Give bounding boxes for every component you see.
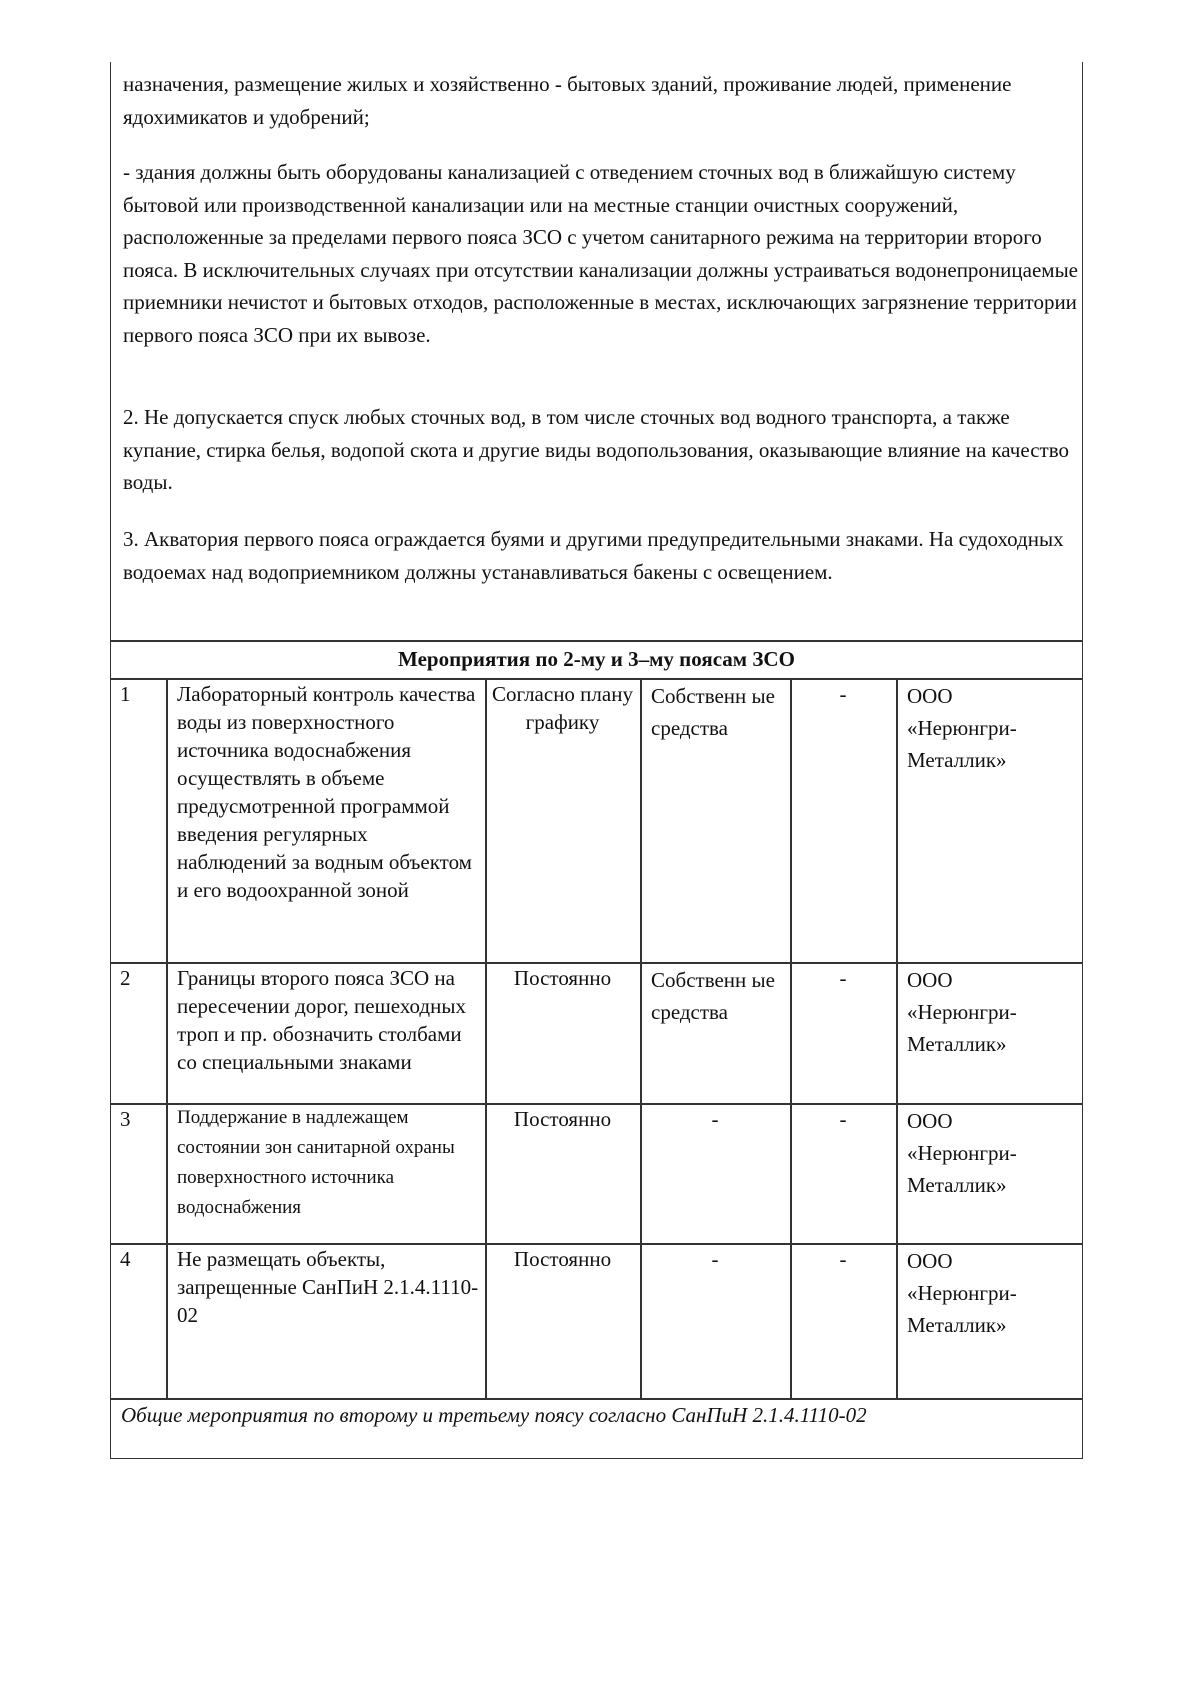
row-4-number: 4	[120, 1247, 131, 1271]
paragraph-3: 2. Не допускается спуск любых сточных вод, в том числе сточных вод водного транспорта, а также купание, стирка белья, водопой скота и другие виды водопользования, оказывающие влияние на качество воды.	[123, 405, 1069, 494]
row-2-cost: -	[839, 966, 847, 990]
row-2-term: Постоянно	[513, 966, 612, 990]
row-1-responsible: ООО «Нерюнгри-Металлик»	[907, 684, 1017, 772]
paragraph-4: 3. Акватория первого пояса ограждается буями и другими предупредительными знаками. На судоходных водоемах над водоприемником должны устанавливаться бакены с освещением.	[123, 527, 1064, 584]
row-4-measure: Не размещать объекты, запрещенные СанПиН 2.1.4.1110-02	[177, 1247, 479, 1327]
paragraph-1: назначения, размещение жилых и хозяйственно - бытовых зданий, проживание людей, применение ядохимикатов и удобрений;	[123, 72, 1012, 129]
row-2-source: Собственн ые средства	[651, 968, 775, 1024]
section-title: Мероприятия по 2-му и 3–му поясам ЗСО	[398, 647, 795, 671]
row-1-number: 1	[120, 682, 131, 706]
row-1-source: Собственн ые средства	[651, 684, 775, 740]
row-4-cost: -	[839, 1247, 847, 1271]
row-3-measure: Поддержание в надлежащем состоянии зон санитарной охраны поверхностного источника водоснабжения	[177, 1107, 455, 1218]
row-4-source: -	[711, 1247, 719, 1271]
row-3-cost: -	[839, 1107, 847, 1131]
row-1-cost: -	[839, 682, 847, 706]
column-divider	[640, 678, 642, 1398]
row-2-responsible: ООО «Нерюнгри-Металлик»	[907, 968, 1017, 1056]
column-divider	[790, 678, 792, 1398]
column-divider	[485, 678, 487, 1398]
column-divider	[166, 678, 168, 1398]
column-divider	[896, 678, 898, 1398]
row-2-measure: Границы второго пояса ЗСО на пересечении дорог, пешеходных троп и пр. обозначить столбами со специальными знаками	[177, 966, 466, 1074]
footer-note: Общие мероприятия по второму и третьему поясу согласно СанПиН 2.1.4.1110-02	[121, 1403, 867, 1427]
row-2-number: 2	[120, 966, 131, 990]
paragraph-2: - здания должны быть оборудованы канализацией с отведением сточных вод в ближайшую систему бытовой или производственной канализации или на местные станции очистных сооружений, расположенные за пределами первого пояса ЗСО с учетом санитарного режима на территории второго пояса. В исключительных случаях при отсутствии канализации должны устраиваться водонепроницаемые приемники нечистот и бытовых отходов, расположенные в местах, исключающих загрязнение территории первого пояса ЗСО при их вывозе.	[123, 160, 1079, 347]
row-3-source: -	[711, 1107, 719, 1131]
row-3-number: 3	[120, 1107, 131, 1131]
row-3-term: Постоянно	[513, 1107, 612, 1131]
row-1-measure: Лабораторный контроль качества воды из поверхностного источника водоснабжения осуществлять в объеме предусмотренной программой введения регулярных наблюдений за водным объектом и его водоохранной зоной	[177, 682, 476, 902]
row-4-term: Постоянно	[513, 1247, 612, 1271]
row-3-responsible: ООО «Нерюнгри-Металлик»	[907, 1109, 1017, 1197]
row-4-responsible: ООО «Нерюнгри-Металлик»	[907, 1249, 1017, 1337]
row-1-term: Согласно плану графику	[492, 682, 633, 734]
